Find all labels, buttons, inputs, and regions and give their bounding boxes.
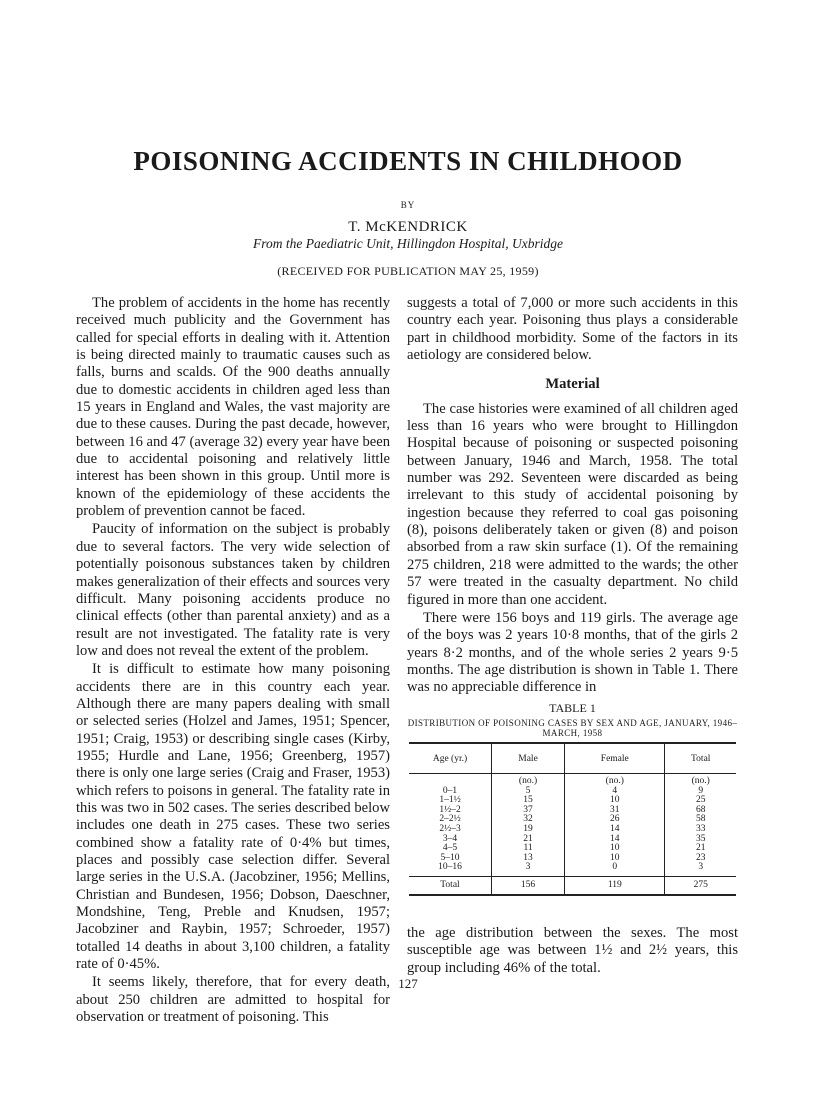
table-row (409, 825, 736, 835)
byline-by: BY (400, 200, 416, 210)
table-1 (407, 701, 738, 896)
units-row (409, 774, 736, 787)
distribution-table (409, 742, 736, 896)
left-column (76, 295, 390, 1026)
author-name: T. McKENDRICK (348, 219, 468, 235)
table-header-row (409, 743, 736, 774)
header-total: Total (665, 743, 736, 774)
cell-male: 13 (492, 854, 565, 864)
total-female: 119 (565, 876, 665, 895)
left-paragraph-1: The problem of accidents in the home has recently received much publicity and the Government has called for special efforts in dealing with it. Attention is being directed mainly to traumatic causes such as falls, burns and scalds. Of the 900 deaths annually due to domestic accidents in children aged less than 15 years in England and Wales, the vast majority are due to these causes. During the past decade, however, between 16 and 47 (average 32) every year have been due to accidental poisoning and relatively little interest has been shown in this group. Until more is known of the epidemiology of these accidents the problem of prevention cannot be faced. (76, 295, 391, 520)
cell-total: 58 (665, 815, 736, 825)
cell-male: 19 (492, 825, 565, 835)
cell-male: 32 (492, 815, 565, 825)
cell-male: 3 (492, 863, 565, 876)
left-paragraph-2: Paucity of information on the subject is probably due to several factors. The very wide selection of potentially poisonous substances taken by children makes generalization of their effects and sources very difficult. Many poisoning accidents produce no clinical effects (other than parental anxiety) and as a result are not investigated. The fatality rate is very low and does not reveal the extent of the problem. (76, 521, 390, 659)
unit-male: (no.) (492, 774, 565, 787)
right-paragraph-1: The case histories were examined of all children aged less than 16 years who were brought to Hillingdon Hospital because of poisoning or suspected poisoning between January, 1946 and March, 1958. The total number was 292. Seventeen were discarded as being irrelevant to this study of accidental poisoning by ingestion because they referred to coal gas poisoning (8), poisons deliberately taken or given (8) and poison absorbed from a raw skin surface (1). Of the remaining 275 children, 218 were admitted to the wards; the other 57 were treated in the casualty department. No child figured in more than one accident. (407, 400, 738, 608)
cell-male: 15 (492, 796, 565, 806)
cell-age: 5–10 (440, 852, 460, 863)
header-age: Age (yr.) (409, 743, 492, 774)
cell-male: 37 (492, 806, 565, 816)
table-title: TABLE 1 (549, 701, 596, 715)
cell-female: 10 (565, 844, 665, 854)
cell-male: 5 (492, 787, 565, 797)
unit-age (409, 774, 492, 787)
cell-age: 1–1½ (439, 795, 461, 806)
right-after-table-text: the age distribution between the sexes. The most susceptible age was between 1½ and 2½ years, this group including 46% of the total. (407, 925, 738, 976)
cell-age: 3–4 (442, 833, 458, 844)
cell-female: 26 (565, 815, 665, 825)
cell-age: 4–5 (442, 843, 458, 854)
cell-total: 35 (665, 835, 736, 845)
cell-female: 31 (565, 806, 665, 816)
right-paragraph-2: There were 156 boys and 119 girls. The average age of the boys was 2 years 10·8 months, that of the girls 2 years 8·2 months, and of the whole series 2 years 9·5 months. The age distribution is shown in Table 1. There was no appreciable difference in (407, 609, 738, 696)
right-continuation: suggests a total of 7,000 or more such accidents in this country each year. Poisoning thus plays a considerable part in childhood morbidity. Some of the factors in its aetiology are considered below. (407, 295, 738, 364)
total-label: Total (409, 876, 492, 895)
cell-female: 10 (565, 854, 665, 864)
section-heading-material: Material (545, 376, 600, 393)
header-female: Female (565, 743, 665, 774)
cell-total: 23 (665, 854, 736, 864)
left-paragraph-4: It seems likely, therefore, that for every death, about 250 children are admitted to hospital for observation or treatment of poisoning. This (76, 974, 390, 1026)
author-affiliation: From the Paediatric Unit, Hillingdon Hospital, Uxbridge (253, 236, 563, 251)
right-column (407, 295, 738, 697)
cell-total: 3 (665, 863, 736, 876)
cell-male: 21 (492, 835, 565, 845)
cell-age: 1½–2 (439, 804, 461, 815)
cell-female: 14 (565, 835, 665, 845)
cell-male: 11 (492, 844, 565, 854)
table-row (409, 835, 736, 845)
cell-total: 9 (665, 787, 736, 797)
unit-female: (no.) (565, 774, 665, 787)
received-date: (RECEIVED FOR PUBLICATION MAY 25, 1959) (277, 264, 539, 278)
cell-total: 68 (665, 806, 736, 816)
article-title: POISONING ACCIDENTS IN CHILDHOOD (133, 146, 683, 176)
cell-age: 2½–3 (439, 823, 461, 834)
left-paragraph-3: It is difficult to estimate how many poisoning accidents there are in this country each year. Although there are many papers dealing with small or selected series (Holzel and James, 1951; Spencer, 1951; Craig, 1953) or describing single cases (Kirby, 1955; Hurdle and Lane, 1956; Greenberg, 1957) there is only one large series (Craig and Fraser, 1953) which refers to poisons in general. The fatality rate in this was two in 502 cases. The series described below includes one death in 275 cases. These two series combined show a fatality rate of 0·4% but times, places and possibly case selection differ. Several large series in the U.S.A. (Jacobziner, 1956; Mellins, Christian and Bundesen, 1956; Dobson, Daeschner, Mondshine, Teng, Preble and Knudsen, 1957; Jacobziner and Raybin, 1957; Schroeder, 1957) totalled 14 deaths in about 3,100 children, a fatality rate of 0·45%. (76, 661, 390, 973)
header-male: Male (492, 743, 565, 774)
cell-age: 2–2½ (439, 814, 461, 825)
cell-total: 25 (665, 796, 736, 806)
table-total-row (409, 876, 736, 895)
cell-female: 0 (565, 863, 665, 876)
cell-total: 33 (665, 825, 736, 835)
cell-female: 14 (565, 825, 665, 835)
table-row (409, 863, 736, 876)
cell-female: 4 (565, 787, 665, 797)
total-all: 275 (665, 876, 736, 895)
cell-age: 10–16 (438, 862, 462, 873)
cell-age: 0–1 (442, 785, 458, 796)
cell-total: 21 (665, 844, 736, 854)
table-caption: DISTRIBUTION OF POISONING CASES BY SEX AND AGE, JANUARY, 1946–MARCH, 1958 (407, 718, 738, 738)
total-male: 156 (492, 876, 565, 895)
right-column-after-table (407, 925, 738, 977)
cell-female: 10 (565, 796, 665, 806)
page-number: 127 (398, 976, 418, 991)
unit-total: (no.) (665, 774, 736, 787)
